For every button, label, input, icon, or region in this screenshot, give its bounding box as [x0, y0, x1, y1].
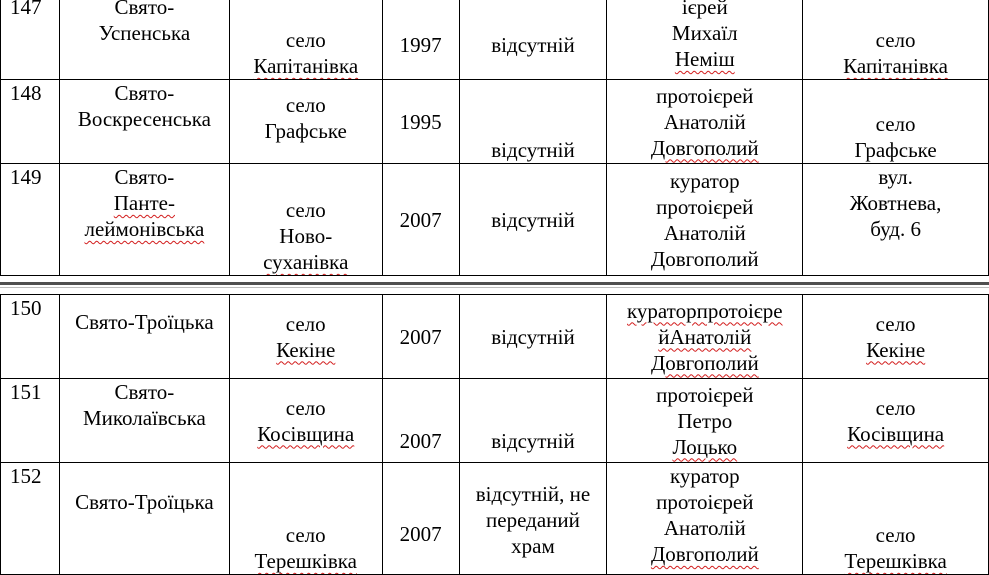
address: вул. Жовтнева, буд. 6 — [803, 164, 989, 276]
church-name: Свято-Троїцька — [59, 463, 229, 575]
row-number: 148 — [1, 80, 60, 164]
row-number: 152 — [1, 463, 60, 575]
page-break-shadow — [0, 287, 989, 288]
priest: кураторпротоієре йАнатолій Довгополий — [607, 295, 803, 379]
status: відсутній — [459, 379, 607, 463]
year: 2007 — [382, 463, 459, 575]
year: 2007 — [382, 295, 459, 379]
priest: куратор протоієрей Анатолій Довгополий — [607, 463, 803, 575]
row-number: 147 — [1, 0, 60, 80]
table-row-152 — [1, 463, 989, 575]
location: село Косівщина — [229, 379, 382, 463]
church-name: Свято- Миколаївська — [59, 379, 229, 463]
table-row-151 — [1, 379, 989, 463]
parish-table-top — [0, 0, 989, 276]
location: село Ново- суханівка — [229, 164, 382, 276]
year: 1997 — [382, 0, 459, 80]
table-row-148 — [1, 80, 989, 164]
parish-table-bottom — [0, 294, 989, 575]
location: село Терешківка — [229, 463, 382, 575]
address: село Терешківка — [803, 463, 989, 575]
status: відсутній, не переданий храм — [459, 463, 607, 575]
year: 2007 — [382, 379, 459, 463]
status: відсутній — [459, 295, 607, 379]
status: відсутній — [459, 0, 607, 80]
address: село Кекіне — [803, 295, 989, 379]
address: село Косівщина — [803, 379, 989, 463]
status: відсутній — [459, 80, 607, 164]
location: село Капітанівка — [229, 0, 382, 80]
row-number: 150 — [1, 295, 60, 379]
church-name: Свято- Успенська — [59, 0, 229, 80]
year: 2007 — [382, 164, 459, 276]
address: село Капітанівка — [803, 0, 989, 80]
status: відсутній — [459, 164, 607, 276]
page-break-line — [0, 282, 989, 285]
priest: протоієрей Анатолій Довгополий — [607, 80, 803, 164]
priest: ієрей Михаїл Неміш — [607, 0, 803, 80]
location: село Графське — [229, 80, 382, 164]
priest: протоієрей Петро Лоцько — [607, 379, 803, 463]
row-number: 149 — [1, 164, 60, 276]
table-row-149 — [1, 164, 989, 276]
table-row-150 — [1, 295, 989, 379]
church-name: Свято- Воскресенська — [59, 80, 229, 164]
row-number: 151 — [1, 379, 60, 463]
priest: куратор протоієрей Анатолій Довгополий — [607, 164, 803, 276]
address: село Графське — [803, 80, 989, 164]
church-name: Свято-Троїцька — [59, 295, 229, 379]
table-row-147 — [1, 0, 989, 80]
location: село Кекіне — [229, 295, 382, 379]
year: 1995 — [382, 80, 459, 164]
church-name: Свято- Панте- леймонівська — [59, 164, 229, 276]
